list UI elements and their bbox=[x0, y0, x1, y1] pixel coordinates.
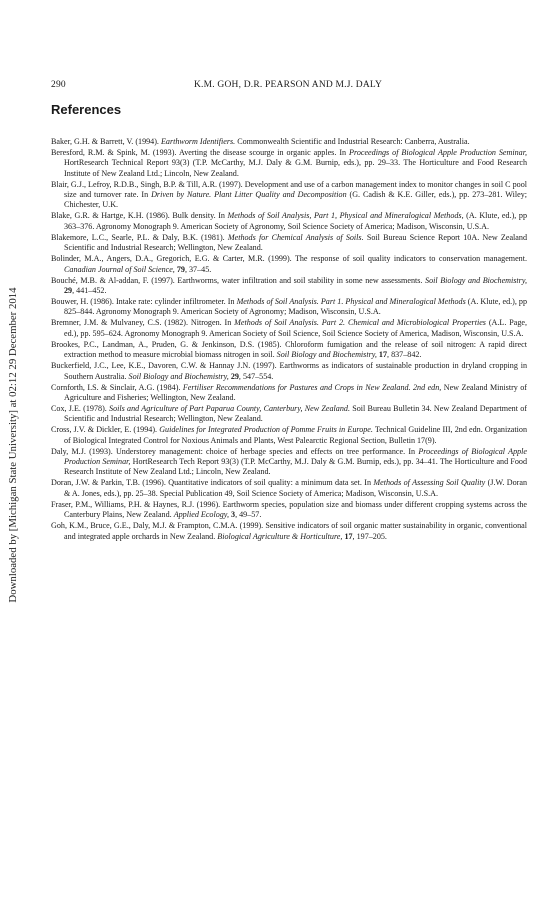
reference-text: (J.W. Doran & A. Jones, eds.), pp. 25–38. Special Publication 49, Soil Science Society of America; Madison, Wisconsin, U.S.A. bbox=[64, 478, 527, 498]
reference-volume: 17 bbox=[342, 531, 353, 541]
reference-title: Methods of Soil Analysis, Part 1, Physical and Mineralogical Methods, bbox=[227, 211, 464, 221]
section-title: References bbox=[51, 102, 122, 117]
reference-text: (A. Klute, ed.), pp 825–844. Agronomy Monograph 9. American Society of Agronomy; Madison, Wisconsin, U.S.A. bbox=[64, 297, 528, 317]
reference-text: Blair, G.J., Lefroy, R.D.B., Singh, B.P. & Till, A.R. (1997). Development and use of a carbon management index to monitor changes in soil C pool size and turnover rate. In bbox=[51, 179, 527, 200]
reference-entry bbox=[51, 383, 527, 404]
reference-text: (A. Klute, ed.), pp 363–376. Agronomy Monograph 9. American Society of Agronomy, Soil Science Society of America; Madison, Wisconsin, U.S.A. bbox=[64, 211, 527, 231]
reference-text: Commonwealth Scientific and Industrial Research: Canberra, Australia. bbox=[235, 137, 470, 146]
reference-entry bbox=[51, 318, 527, 339]
reference-text: , 547–554. bbox=[238, 371, 274, 381]
reference-title: Applied Ecology, bbox=[173, 510, 229, 520]
reference-entry bbox=[51, 340, 527, 361]
reference-text: Bolinder, M.A., Angers, D.A., Gregorich, E.G. & Carter, M.R. (1999). The response of soil quality indicators to conservation management. bbox=[51, 254, 527, 264]
reference-title: Biological Agriculture & Horticulture, bbox=[217, 531, 343, 541]
reference-text: , 837–842. bbox=[387, 350, 422, 360]
reference-text: Brookes, P.C., Landman, A., Pruden, G. & Jenkinson, D.S. (1985). Chloroform fumigation and the release of soil nitrogen: A rapid direct extraction method to measure microbial biomass nitrogen in soil. bbox=[51, 339, 527, 360]
reference-text: Technical Guideline III, 2nd edn. Organization of Biological Integrated Control for Noxious Animals and Plants, West Palearctic Regional Section, Bulletin 17(9). bbox=[64, 425, 527, 445]
reference-title: Soils and Agriculture of Part Paparua County, Canterbury, New Zealand. bbox=[109, 403, 350, 413]
reference-title: Earthworm Identifiers. bbox=[160, 137, 236, 146]
reference-title: Methods for Chemical Analysis of Soils. bbox=[227, 232, 364, 242]
reference-text: Cross, J.V. & Dickler, E. (1994). bbox=[51, 425, 160, 435]
reference-title: Methods of Soil Analysis. Part 2. Chemical and Microbiological Properties bbox=[234, 318, 486, 328]
reference-entry bbox=[51, 404, 527, 425]
reference-text: HortResearch Technical Report 93(3) (T.P. McCarthy, M.J. Daly & G.M. Burnip, eds.), pp. 29–33. The Horticulture and Food Research Institute of New Zealand Ltd.; Lincoln, New Zealand. bbox=[64, 158, 527, 178]
reference-text: (G. Cadish & K.E. Giller, eds.), pp. 273–281. Wiley; Chichester, U.K. bbox=[64, 190, 528, 210]
reference-entry bbox=[51, 478, 527, 499]
reference-text: Bouché, M.B. & Al-addan, F. (1997). Earthworms, water infiltration and soil stability in some new assessments. bbox=[51, 275, 426, 285]
reference-text: Blake, G.R. & Hartge, K.H. (1986). Bulk density. In bbox=[51, 211, 228, 221]
reference-text: New Zealand Ministry of Agriculture and Fisheries; Wellington, New Zealand. bbox=[64, 382, 527, 402]
reference-text: Buckerfield, J.C., Lee, K.E., Davoren, C.W. & Hannay J.N. (1997). Earthworms as indicators of sustainable production in dryland cropping in Southern Australia. bbox=[51, 361, 527, 381]
reference-title: Proceedings of Biological Apple Production Seminar, bbox=[349, 148, 527, 158]
reference-entry bbox=[51, 233, 527, 254]
reference-entry bbox=[51, 137, 527, 147]
reference-text: , 197–205. bbox=[352, 531, 387, 541]
reference-entry bbox=[51, 148, 527, 179]
reference-entry bbox=[51, 425, 527, 446]
reference-volume: 17 bbox=[376, 350, 388, 360]
download-note: Downloaded by [Michigan State University] at 02:12 29 December 2014 bbox=[7, 287, 19, 603]
reference-title: Canadian Journal of Soil Science, bbox=[64, 264, 175, 274]
reference-text: Beresford, R.M. & Spink, M. (1993). Averting the disease scourge in organic apples. In bbox=[51, 148, 350, 158]
reference-entry bbox=[51, 361, 527, 382]
reference-text: (A.L. Page, ed.), pp. 595–624. Agronomy Monograph 9. American Society of Soil Science, Soil Science Society of America, Madison, Wisconsin, U.S.A. bbox=[64, 318, 527, 338]
reference-text: , 49–57. bbox=[235, 510, 262, 520]
reference-text: Blakemore, L.C., Searle, P.L. & Daly, B.K. (1981). bbox=[51, 232, 228, 242]
running-header bbox=[51, 80, 525, 94]
reference-title: Methods of Soil Analysis. Part 1. Physical and Mineralogical Methods bbox=[236, 297, 466, 307]
reference-text: Daly, M.J. (1993). Understorey management: choice of herbage species and effects on tree performance. In bbox=[51, 446, 419, 456]
reference-list bbox=[51, 137, 527, 543]
page-number: 290 bbox=[51, 80, 66, 90]
reference-title: Methods of Assessing Soil Quality bbox=[373, 478, 486, 488]
reference-entry bbox=[51, 447, 527, 478]
reference-text: Doran, J.W. & Parkin, T.B. (1996). Quantitative indicators of soil quality: a minimum data set. In bbox=[51, 478, 374, 488]
reference-text: HortResearch Tech Report 93(3) (T.P. McCarthy, M.J. Daly & G.M. Burnip, eds.), pp. 34–41. The Horticulture and Food Research Institute of New Zealand Ltd.; Lincoln, New Zealand. bbox=[64, 457, 527, 477]
reference-text: Bouwer, H. (1986). Intake rate: cylinder infiltrometer. In bbox=[51, 297, 237, 307]
download-watermark bbox=[0, 0, 26, 901]
reference-text: Cox, J.E. (1978). bbox=[51, 403, 110, 413]
running-title: K.M. GOH, D.R. PEARSON AND M.J. DALY bbox=[193, 80, 383, 90]
reference-text: Cornforth, I.S. & Sinclair, A.G. (1984). bbox=[51, 382, 183, 392]
reference-volume: 3 bbox=[228, 510, 236, 520]
reference-text: Soil Bureau Science Report 10A. New Zealand Scientific and Industrial Research; Wellington, New Zealand. bbox=[64, 232, 527, 253]
reference-title: Guidelines for Integrated Production of Pomme Fruits in Europe. bbox=[159, 425, 373, 435]
reference-title: Soil Biology and Biochemistry, bbox=[276, 350, 377, 360]
reference-volume: 79 bbox=[174, 264, 185, 274]
reference-text: Bremner, J.M. & Mulvaney, C.S. (1982). Nitrogen. In bbox=[51, 318, 235, 328]
reference-text: , 37–45. bbox=[184, 264, 212, 274]
reference-entry bbox=[51, 276, 527, 297]
reference-entry bbox=[51, 211, 527, 232]
reference-title: Soil Biology and Biochemistry, bbox=[128, 371, 229, 381]
reference-entry bbox=[51, 180, 527, 211]
reference-volume: 29 bbox=[228, 371, 239, 381]
reference-entry bbox=[51, 254, 527, 275]
reference-text: Fraser, P.M., Williams, P.H. & Haynes, R.J. (1996). Earthworm species, population size and biomass under different cropping systems across the Canterbury Plains, New Zealand. bbox=[51, 499, 527, 520]
reference-title: Driven by Nature. Plant Litter Quality and Decomposition bbox=[151, 190, 347, 200]
reference-entry bbox=[51, 297, 527, 318]
reference-text: Soil Bureau Bulletin 34. New Zealand Department of Scientific and Industrial Research; Wellington, New Zealand. bbox=[64, 403, 527, 424]
reference-text: Goh, K.M., Bruce, G.E., Daly, M.J. & Frampton, C.M.A. (1999). Sensitive indicators of soil organic matter sustainability in organic, conventional and integrated apple orchards in New Zealand. bbox=[51, 521, 527, 541]
reference-title: Proceedings of Biological Apple Production Seminar, bbox=[64, 446, 527, 467]
reference-entry bbox=[51, 500, 527, 521]
reference-title: Fertiliser Recommendations for Pastures and Crops in New Zealand. 2nd edn, bbox=[182, 382, 442, 392]
reference-entry bbox=[51, 521, 527, 542]
reference-text: , 441–452. bbox=[72, 285, 107, 295]
reference-text: Baker, G.H. & Barrett, V. (1994). bbox=[51, 137, 161, 146]
reference-title: Soil Biology and Biochemistry, bbox=[425, 275, 527, 285]
reference-volume: 29 bbox=[64, 285, 73, 295]
